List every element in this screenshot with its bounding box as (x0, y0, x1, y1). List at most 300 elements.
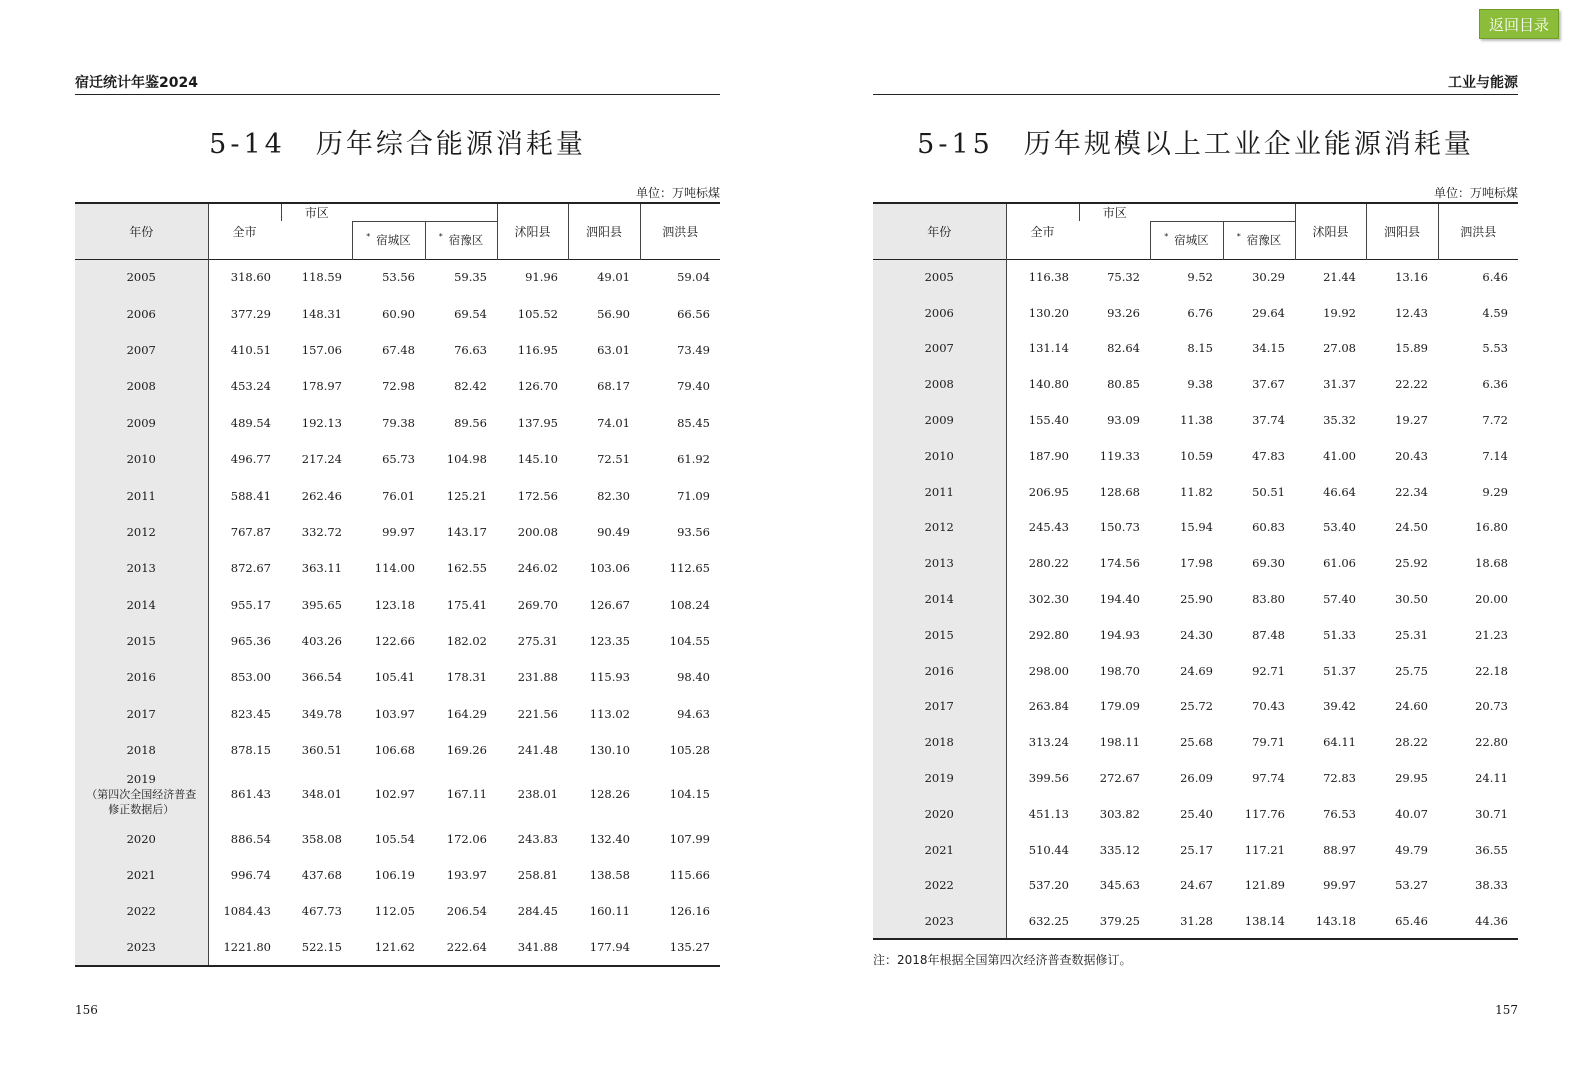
header-suyu: * 宿豫区 (1223, 221, 1295, 259)
value-cell: 123.35 (589, 634, 630, 649)
table-row (75, 696, 720, 732)
value-cell: 30.71 (1475, 806, 1508, 821)
value-cell: 90.49 (597, 524, 630, 539)
value-cell: 104.55 (669, 634, 710, 649)
value-cell: 119.33 (1099, 448, 1140, 463)
year-cell: 2005 (75, 259, 208, 295)
value-cell: 24.69 (1180, 663, 1213, 678)
value-cell: 49.79 (1395, 842, 1428, 857)
table-number: 5-15 (917, 129, 994, 160)
value-cell: 522.15 (301, 940, 342, 955)
year-cell: 2023 (75, 930, 208, 966)
value-cell: 6.46 (1482, 270, 1508, 285)
table-row (873, 653, 1518, 689)
value-cell: 10.59 (1180, 448, 1213, 463)
year-cell: 2009 (873, 402, 1006, 438)
value-cell: 31.28 (1180, 913, 1213, 928)
value-cell: 194.40 (1099, 592, 1140, 607)
value-cell: 135.27 (669, 940, 710, 955)
value-cell: 38.33 (1475, 878, 1508, 893)
value-cell: 88.97 (1323, 842, 1356, 857)
value-cell: 198.70 (1099, 663, 1140, 678)
header-city: 全市 (208, 203, 281, 259)
year-cell: 2006 (873, 295, 1006, 331)
value-cell: 89.56 (454, 415, 487, 430)
value-cell: 12.43 (1395, 305, 1428, 320)
running-head-left: 宿迁统计年鉴2024 (75, 74, 720, 95)
value-cell: 76.53 (1323, 806, 1356, 821)
value-cell: 11.38 (1180, 413, 1213, 428)
table-note: 注：2018年根据全国第四次经济普查数据修订。 (873, 953, 1132, 967)
value-cell: 588.41 (230, 488, 271, 503)
table-row (873, 581, 1518, 617)
page-number-left: 156 (75, 1003, 98, 1017)
value-cell: 955.17 (230, 597, 271, 612)
value-cell: 126.16 (669, 904, 710, 919)
value-cell: 9.29 (1482, 484, 1508, 499)
value-cell: 6.36 (1482, 377, 1508, 392)
value-cell: 313.24 (1028, 735, 1069, 750)
value-cell: 348.01 (301, 787, 342, 802)
value-cell: 37.74 (1252, 413, 1285, 428)
value-cell: 71.09 (677, 488, 710, 503)
value-cell: 632.25 (1028, 913, 1069, 928)
header-siyang: 泗阳县 (1366, 203, 1438, 259)
value-cell: 53.40 (1323, 520, 1356, 535)
value-cell: 26.09 (1180, 771, 1213, 786)
unit-label: 单位：万吨标煤 (635, 186, 720, 200)
unit-label: 单位：万吨标煤 (1433, 186, 1518, 200)
table-row (873, 510, 1518, 546)
year-cell: 2023 (873, 903, 1006, 939)
value-cell: 280.22 (1028, 556, 1069, 571)
value-cell: 177.94 (589, 940, 630, 955)
table-row (873, 331, 1518, 367)
value-cell: 117.76 (1244, 806, 1285, 821)
value-cell: 303.82 (1099, 806, 1140, 821)
value-cell: 56.90 (597, 306, 630, 321)
value-cell: 272.67 (1099, 771, 1140, 786)
value-cell: 76.01 (382, 488, 415, 503)
value-cell: 25.17 (1180, 842, 1213, 857)
value-cell: 128.26 (589, 787, 630, 802)
value-cell: 20.43 (1395, 448, 1428, 463)
value-cell: 29.95 (1395, 771, 1428, 786)
header-shuyang: 沭阳县 (497, 203, 568, 259)
year-cell: 2018 (75, 732, 208, 768)
value-cell: 74.01 (597, 415, 630, 430)
value-cell: 360.51 (301, 743, 342, 758)
value-cell: 36.55 (1475, 842, 1508, 857)
value-cell: 30.29 (1252, 270, 1285, 285)
value-cell: 263.84 (1028, 699, 1069, 714)
value-cell: 103.97 (374, 706, 415, 721)
year-cell: 2013 (75, 550, 208, 586)
value-cell: 59.35 (454, 270, 487, 285)
value-cell: 178.97 (301, 379, 342, 394)
value-cell: 6.76 (1187, 305, 1213, 320)
running-head-right: 工业与能源 (873, 74, 1518, 95)
value-cell: 130.20 (1028, 305, 1069, 320)
header-year: 年份 (75, 203, 208, 259)
value-cell: 13.16 (1395, 270, 1428, 285)
value-cell: 437.68 (301, 868, 342, 883)
header-district: 市区 (1079, 203, 1150, 221)
value-cell: 222.64 (446, 940, 487, 955)
table-row (75, 930, 720, 966)
value-cell: 64.11 (1323, 735, 1356, 750)
value-cell: 7.14 (1482, 448, 1508, 463)
value-cell: 27.08 (1323, 341, 1356, 356)
value-cell: 143.17 (446, 524, 487, 539)
value-cell: 113.02 (589, 706, 630, 721)
value-cell: 18.68 (1475, 556, 1508, 571)
value-cell: 25.90 (1180, 592, 1213, 607)
value-cell: 94.63 (677, 706, 710, 721)
industrial-energy-table (873, 202, 1518, 940)
year-cell: 2007 (75, 332, 208, 368)
table-body-right (873, 259, 1518, 939)
table-row (75, 768, 720, 820)
value-cell: 118.59 (301, 270, 342, 285)
value-cell: 24.11 (1475, 771, 1508, 786)
value-cell: 28.22 (1395, 735, 1428, 750)
value-cell: 965.36 (230, 634, 271, 649)
value-cell: 217.24 (301, 452, 342, 467)
table-row (873, 295, 1518, 331)
value-cell: 25.92 (1395, 556, 1428, 571)
value-cell: 87.48 (1252, 627, 1285, 642)
back-to-contents-button[interactable]: 返回目录 (1479, 9, 1559, 39)
value-cell: 21.44 (1323, 270, 1356, 285)
year-cell: 2012 (75, 514, 208, 550)
value-cell: 93.56 (677, 524, 710, 539)
page-number-right: 157 (1495, 1003, 1518, 1017)
value-cell: 231.88 (517, 670, 558, 685)
value-cell: 9.38 (1187, 377, 1213, 392)
value-cell: 39.42 (1323, 699, 1356, 714)
value-cell: 20.00 (1475, 592, 1508, 607)
value-cell: 82.42 (454, 379, 487, 394)
value-cell: 25.75 (1395, 663, 1428, 678)
value-cell: 67.48 (382, 342, 415, 357)
year-cell: 2018 (873, 724, 1006, 760)
table-row (75, 368, 720, 404)
value-cell: 25.72 (1180, 699, 1213, 714)
table-row (75, 477, 720, 513)
table-title-5-14 (75, 122, 720, 161)
value-cell: 143.18 (1315, 913, 1356, 928)
value-cell: 29.64 (1252, 305, 1285, 320)
header-sihong: 泗洪县 (1438, 203, 1518, 259)
value-cell: 24.50 (1395, 520, 1428, 535)
value-cell: 4.59 (1482, 305, 1508, 320)
value-cell: 379.25 (1099, 913, 1140, 928)
table-row (873, 474, 1518, 510)
table-row (75, 820, 720, 856)
value-cell: 105.52 (517, 306, 558, 321)
value-cell: 140.80 (1028, 377, 1069, 392)
value-cell: 41.00 (1323, 448, 1356, 463)
value-cell: 410.51 (230, 342, 271, 357)
value-cell: 221.56 (517, 706, 558, 721)
value-cell: 510.44 (1028, 842, 1069, 857)
value-cell: 72.51 (597, 452, 630, 467)
table-row (75, 623, 720, 659)
value-cell: 61.92 (677, 452, 710, 467)
value-cell: 451.13 (1028, 806, 1069, 821)
year-cell: 2015 (75, 623, 208, 659)
value-cell: 93.26 (1107, 305, 1140, 320)
value-cell: 823.45 (230, 706, 271, 721)
value-cell: 243.83 (517, 831, 558, 846)
value-cell: 92.71 (1252, 663, 1285, 678)
table-row (873, 903, 1518, 939)
value-cell: 99.97 (382, 524, 415, 539)
value-cell: 489.54 (230, 415, 271, 430)
table-title-text: 历年规模以上工业企业能源消耗量 (1023, 129, 1474, 160)
value-cell: 40.07 (1395, 806, 1428, 821)
value-cell: 150.73 (1099, 520, 1140, 535)
value-cell: 167.11 (446, 787, 487, 802)
value-cell: 121.62 (374, 940, 415, 955)
table-row (75, 441, 720, 477)
value-cell: 105.54 (374, 831, 415, 846)
value-cell: 258.81 (517, 868, 558, 883)
value-cell: 105.41 (374, 670, 415, 685)
table-row (75, 405, 720, 441)
left-page (75, 0, 720, 1077)
year-cell: 2010 (75, 441, 208, 477)
value-cell: 853.00 (230, 670, 271, 685)
value-cell: 121.89 (1244, 878, 1285, 893)
value-cell: 358.08 (301, 831, 342, 846)
value-cell: 126.67 (589, 597, 630, 612)
value-cell: 148.31 (301, 306, 342, 321)
value-cell: 341.88 (517, 940, 558, 955)
value-cell: 25.68 (1180, 735, 1213, 750)
value-cell: 169.26 (446, 743, 487, 758)
header-siyang: 泗阳县 (568, 203, 640, 259)
value-cell: 128.68 (1099, 484, 1140, 499)
value-cell: 123.18 (374, 597, 415, 612)
value-cell: 377.29 (230, 306, 271, 321)
header-sucheng: * 宿城区 (352, 221, 425, 259)
value-cell: 82.64 (1107, 341, 1140, 356)
value-cell: 245.43 (1028, 520, 1069, 535)
table-title-5-15 (873, 122, 1518, 161)
right-page (873, 0, 1518, 1077)
value-cell: 138.14 (1244, 913, 1285, 928)
year-cell: 2011 (75, 477, 208, 513)
header-suyu: * 宿豫区 (425, 221, 497, 259)
header-city: 全市 (1006, 203, 1079, 259)
value-cell: 182.02 (446, 634, 487, 649)
year-cell: 2014 (75, 587, 208, 623)
value-cell: 79.38 (382, 415, 415, 430)
year-cell: 2019 （第四次全国经济普查 修正数据后） (75, 768, 208, 820)
value-cell: 57.40 (1323, 592, 1356, 607)
value-cell: 17.98 (1180, 556, 1213, 571)
value-cell: 116.95 (517, 342, 558, 357)
value-cell: 246.02 (517, 561, 558, 576)
table-row (873, 689, 1518, 725)
table-number: 5-14 (209, 129, 286, 160)
value-cell: 172.56 (517, 488, 558, 503)
table-row (75, 587, 720, 623)
value-cell: 160.11 (589, 904, 630, 919)
value-cell: 68.17 (597, 379, 630, 394)
table-row (873, 868, 1518, 904)
value-cell: 395.65 (301, 597, 342, 612)
value-cell: 996.74 (230, 868, 271, 883)
value-cell: 179.09 (1099, 699, 1140, 714)
value-cell: 49.01 (597, 270, 630, 285)
value-cell: 22.34 (1395, 484, 1428, 499)
value-cell: 206.54 (446, 904, 487, 919)
value-cell: 83.80 (1252, 592, 1285, 607)
value-cell: 8.15 (1187, 341, 1213, 356)
value-cell: 164.29 (446, 706, 487, 721)
value-cell: 102.97 (374, 787, 415, 802)
value-cell: 335.12 (1099, 842, 1140, 857)
value-cell: 112.65 (669, 561, 710, 576)
value-cell: 72.98 (382, 379, 415, 394)
value-cell: 366.54 (301, 670, 342, 685)
year-cell: 2021 (873, 832, 1006, 868)
year-cell: 2012 (873, 510, 1006, 546)
table-title-text: 历年综合能源消耗量 (315, 129, 586, 160)
table-row (873, 402, 1518, 438)
value-cell: 16.80 (1475, 520, 1508, 535)
value-cell: 69.30 (1252, 556, 1285, 571)
value-cell: 30.50 (1395, 592, 1428, 607)
value-cell: 5.53 (1482, 341, 1508, 356)
table-row (873, 366, 1518, 402)
header-sihong: 泗洪县 (640, 203, 720, 259)
table-row (873, 259, 1518, 295)
value-cell: 75.32 (1107, 270, 1140, 285)
value-cell: 63.01 (597, 342, 630, 357)
value-cell: 34.15 (1252, 341, 1285, 356)
value-cell: 65.46 (1395, 913, 1428, 928)
value-cell: 91.96 (525, 270, 558, 285)
value-cell: 269.70 (517, 597, 558, 612)
value-cell: 872.67 (230, 561, 271, 576)
value-cell: 25.40 (1180, 806, 1213, 821)
value-cell: 7.72 (1482, 413, 1508, 428)
value-cell: 65.73 (382, 452, 415, 467)
year-cell: 2015 (873, 617, 1006, 653)
value-cell: 22.80 (1475, 735, 1508, 750)
table-row (873, 760, 1518, 796)
value-cell: 76.63 (454, 342, 487, 357)
table-row (75, 332, 720, 368)
value-cell: 241.48 (517, 743, 558, 758)
value-cell: 298.00 (1028, 663, 1069, 678)
value-cell: 145.10 (517, 452, 558, 467)
value-cell: 35.32 (1323, 413, 1356, 428)
value-cell: 99.97 (1323, 878, 1356, 893)
value-cell: 80.85 (1107, 377, 1140, 392)
value-cell: 72.83 (1323, 771, 1356, 786)
value-cell: 82.30 (597, 488, 630, 503)
table-row (75, 732, 720, 768)
value-cell: 79.71 (1252, 735, 1285, 750)
value-cell: 138.58 (589, 868, 630, 883)
value-cell: 19.27 (1395, 413, 1428, 428)
value-cell: 187.90 (1028, 448, 1069, 463)
value-cell: 24.30 (1180, 627, 1213, 642)
header-year: 年份 (873, 203, 1006, 259)
value-cell: 349.78 (301, 706, 342, 721)
header-shuyang: 沭阳县 (1295, 203, 1366, 259)
value-cell: 125.21 (446, 488, 487, 503)
header-district: 市区 (281, 203, 352, 221)
value-cell: 861.43 (230, 787, 271, 802)
value-cell: 122.66 (374, 634, 415, 649)
value-cell: 332.72 (301, 524, 342, 539)
value-cell: 73.49 (677, 342, 710, 357)
value-cell: 51.33 (1323, 627, 1356, 642)
value-cell: 886.54 (230, 831, 271, 846)
year-cell: 2005 (873, 259, 1006, 295)
value-cell: 59.04 (677, 270, 710, 285)
value-cell: 24.67 (1180, 878, 1213, 893)
year-cell: 2017 (75, 696, 208, 732)
table-row (75, 659, 720, 695)
value-cell: 98.40 (677, 670, 710, 685)
value-cell: 15.89 (1395, 341, 1428, 356)
value-cell: 206.95 (1028, 484, 1069, 499)
value-cell: 162.55 (446, 561, 487, 576)
value-cell: 60.90 (382, 306, 415, 321)
year-cell: 2006 (75, 295, 208, 331)
year-cell: 2008 (75, 368, 208, 404)
value-cell: 114.00 (374, 561, 415, 576)
value-cell: 66.56 (677, 306, 710, 321)
table-row (75, 259, 720, 295)
value-cell: 25.31 (1395, 627, 1428, 642)
value-cell: 31.37 (1323, 377, 1356, 392)
value-cell: 318.60 (230, 270, 271, 285)
table-row (873, 832, 1518, 868)
table-row (873, 617, 1518, 653)
value-cell: 878.15 (230, 743, 271, 758)
value-cell: 106.68 (374, 743, 415, 758)
value-cell: 79.40 (677, 379, 710, 394)
value-cell: 104.98 (446, 452, 487, 467)
value-cell: 131.14 (1028, 341, 1069, 356)
year-cell: 2013 (873, 545, 1006, 581)
value-cell: 115.93 (589, 670, 630, 685)
table-row (873, 545, 1518, 581)
value-cell: 198.11 (1099, 735, 1140, 750)
value-cell: 453.24 (230, 379, 271, 394)
value-cell: 93.09 (1107, 413, 1140, 428)
value-cell: 403.26 (301, 634, 342, 649)
year-cell: 2016 (75, 659, 208, 695)
table-body-left (75, 259, 720, 966)
value-cell: 15.94 (1180, 520, 1213, 535)
value-cell: 363.11 (301, 561, 342, 576)
year-cell: 2022 (873, 868, 1006, 904)
value-cell: 53.27 (1395, 878, 1428, 893)
value-cell: 53.56 (382, 270, 415, 285)
value-cell: 47.83 (1252, 448, 1285, 463)
value-cell: 21.23 (1475, 627, 1508, 642)
value-cell: 106.19 (374, 868, 415, 883)
